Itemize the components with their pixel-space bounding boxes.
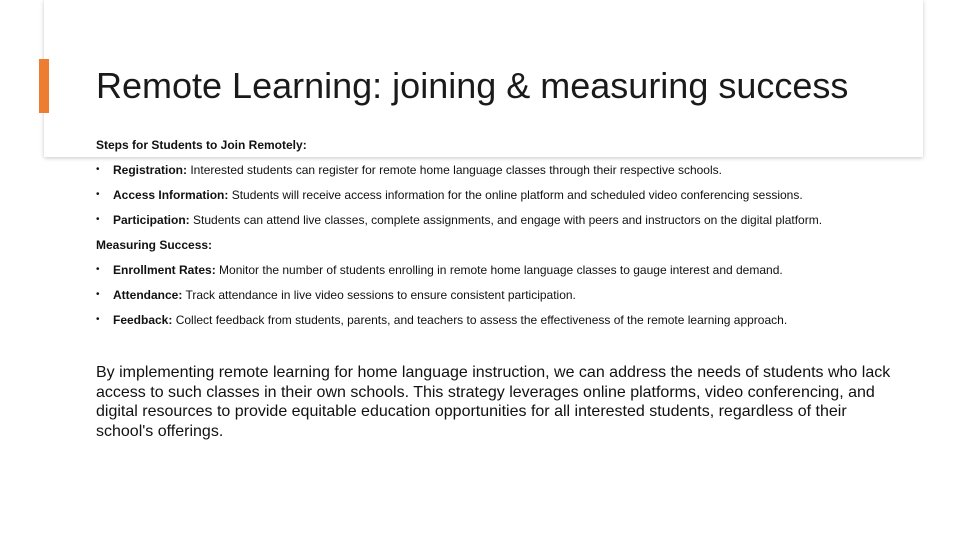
slide-title: Remote Learning: joining & measuring success <box>96 65 849 106</box>
steps-heading: Steps for Students to Join Remotely: <box>96 138 307 152</box>
bullet-term: Feedback: <box>113 313 173 327</box>
bullet-text: Monitor the number of students enrolling in remote home language classes to gauge interest and demand. <box>215 263 783 277</box>
bullet-term: Enrollment Rates: <box>113 263 216 277</box>
bullet-text: Students will receive access information for the online platform and scheduled video conferencing sessions. <box>228 188 803 202</box>
bullet-term: Attendance: <box>113 288 183 302</box>
steps-item-access-information <box>96 187 936 203</box>
slide-content <box>96 137 936 337</box>
bullet-term: Access Information: <box>113 188 229 202</box>
summary-paragraph: By implementing remote learning for home language instruction, we can address the needs of students who lack access to such classes in their own schools. This strategy leverages online platforms, video conferencing, and digital resources to provide equitable education opportunities for all interested students, regardless of their school's offerings. <box>96 364 891 440</box>
title-accent-bar <box>39 59 49 113</box>
steps-item-participation <box>96 212 936 228</box>
measuring-heading: Measuring Success: <box>96 238 213 252</box>
bullet-icon: • <box>96 289 100 300</box>
bullet-text: Interested students can register for remote home language classes through their respective schools. <box>187 163 722 177</box>
bullet-icon: • <box>96 164 100 175</box>
measuring-item-enrollment-rates <box>96 262 936 278</box>
measuring-item-attendance <box>96 287 936 303</box>
measuring-list <box>96 262 936 328</box>
steps-item-registration <box>96 162 936 178</box>
bullet-icon: • <box>96 214 100 225</box>
bullet-term: Registration: <box>113 163 188 177</box>
bullet-icon: • <box>96 264 100 275</box>
bullet-text: Track attendance in live video sessions to ensure consistent participation. <box>182 288 576 302</box>
steps-list <box>96 162 936 228</box>
bullet-icon: • <box>96 314 100 325</box>
bullet-text: Students can attend live classes, complete assignments, and engage with peers and instructors on the digital platform. <box>189 213 823 227</box>
bullet-text: Collect feedback from students, parents, and teachers to assess the effectiveness of the remote learning approach. <box>172 313 788 327</box>
bullet-term: Participation: <box>113 213 190 227</box>
measuring-item-feedback <box>96 312 936 328</box>
bullet-icon: • <box>96 189 100 200</box>
